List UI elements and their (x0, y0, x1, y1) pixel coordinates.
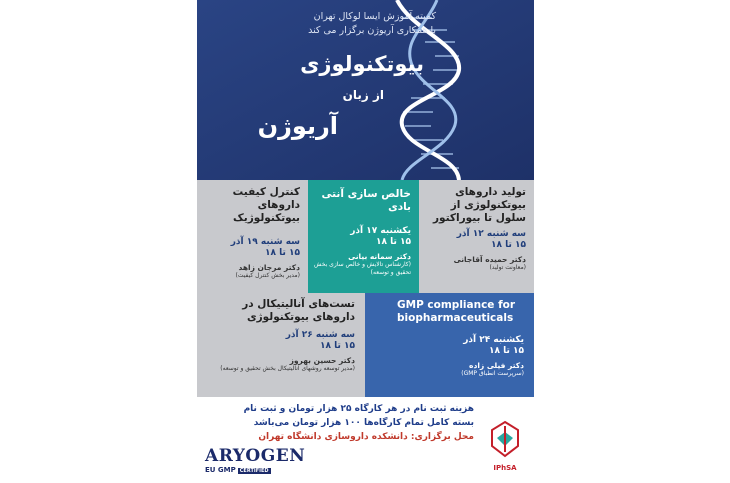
poster-header (197, 0, 534, 180)
workshop-title: تولید داروهای بیوتکنولوژی از سلول تا بیوراکتور (433, 186, 526, 224)
ipsa-emblem-icon (488, 420, 522, 460)
workshop-presenter-role: (سرپرست انطباق GMP) (461, 370, 524, 377)
workshop-time: ۱۵ تا ۱۸ (375, 237, 411, 247)
workshop-date: سه شنبه ۲۶ آذر (285, 330, 355, 340)
workshop-title: تست‌های آنالیتیکال در داروهای بیوتکنولوژی (242, 298, 355, 323)
aryogen-logo-name: ARYOGEN (205, 446, 306, 466)
organizer-text (236, 10, 436, 38)
workshop-date: سه شنبه ۱۹ آذر (230, 237, 300, 247)
organizer-line-1: کمیته آموزش ایسا لوکال تهران (313, 11, 436, 22)
workshop-presenter-role: (معاونت تولید) (489, 264, 526, 271)
venue-text: محل برگزاری: دانشکده داروسازی دانشگاه تهران (258, 432, 474, 442)
event-poster (197, 0, 534, 483)
workshop-title: خالص سازی آنتی بادی (321, 188, 411, 213)
workshop-presenter-role: (کارشناس تالایش و خالص سازی بخش تحقیق و توسعه) (314, 261, 411, 276)
workshop-title: کنترل کیفیت داروهای بیوتکنولوژیک (232, 186, 300, 224)
workshop-presenter: دکتر مرجان زاهد (238, 263, 300, 272)
workshop-presenter: دکتر فیلی زاده (469, 361, 524, 370)
aryogen-logo-sub (205, 466, 293, 474)
workshop-presenter-role: (مدیر بخش کنترل کیفیت) (235, 272, 300, 279)
workshop-date: یکشنبه ۲۴ آذر (463, 335, 524, 345)
ipsa-logo-label: IPhSA (493, 464, 517, 472)
workshop-presenter: دکتر سمانه بیانی (348, 252, 411, 261)
workshop-time: ۱۵ تا ۱۸ (488, 346, 524, 356)
poster-title: بیوتکنولوژی (300, 52, 424, 76)
workshop-presenter-role: (مدیر توسعه روشهای آنالیتیکال بخش تحقیق و توسعه) (220, 365, 355, 372)
workshop-time: ۱۵ تا ۱۸ (490, 240, 526, 250)
workshop-date: سه شنبه ۱۲ آذر (456, 229, 526, 239)
workshop-card-2 (308, 180, 419, 293)
workshop-time: ۱۵ تا ۱۸ (319, 341, 355, 351)
workshop-presenter: دکتر حسین بهروز (289, 356, 355, 365)
aryogen-logo-gmp: EU GMP (205, 466, 236, 474)
fee-line-2: بسته کامل تمام کارگاه‌ها ۱۰۰ هزار تومان می‌باشد (253, 418, 474, 428)
workshop-time: ۱۵ تا ۱۸ (264, 248, 300, 258)
workshop-title: GMP compliance for biopharmaceuticals (397, 299, 516, 324)
workshop-card-4 (365, 293, 534, 397)
workshop-card-3 (197, 180, 308, 293)
poster-subtitle: از زبان (342, 88, 384, 102)
workshop-card-5 (197, 293, 365, 397)
workshop-presenter: دکتر حمیده آقاجانی (453, 255, 526, 264)
company-title: آریوژن (257, 112, 338, 140)
ipsa-logo (485, 420, 525, 478)
aryogen-logo-certified: CERTIFIED (239, 468, 269, 474)
workshop-card-1 (419, 180, 534, 293)
aryogen-logo (205, 446, 306, 474)
workshop-date: یکشنبه ۱۷ آذر (350, 226, 411, 236)
fee-line-1: هزینه ثبت نام در هر کارگاه ۲۵ هزار تومان و ثبت نام (243, 404, 474, 414)
organizer-line-2: با همکاری آریوژن برگزار می کند (308, 25, 436, 36)
